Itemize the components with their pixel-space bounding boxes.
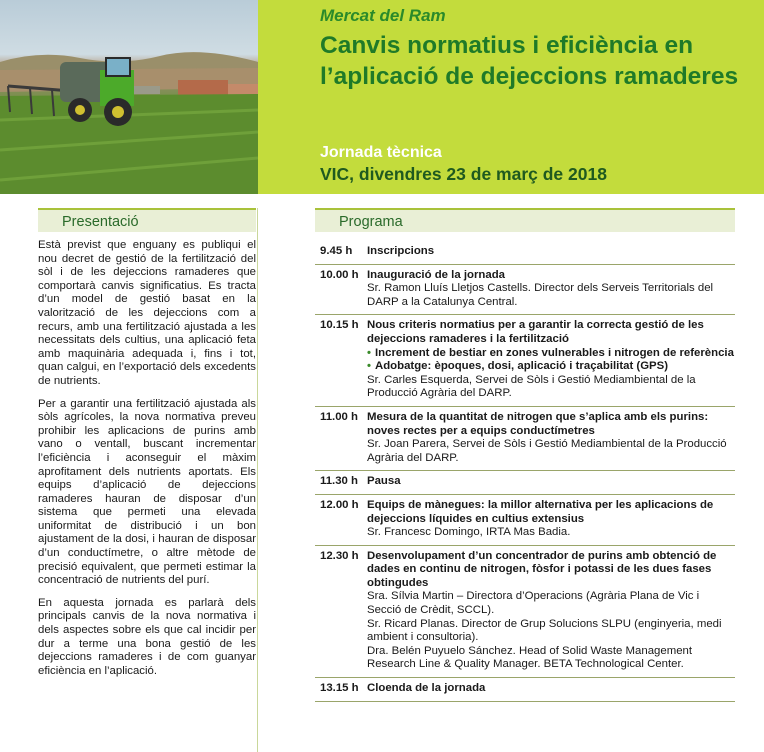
programme-row [315,471,735,495]
tractor-field-photo [0,0,258,194]
programme-speaker: Dra. Belén Puyuelo Sánchez. Head of Solid Waste Management Research Line & Quality Manager. BETA Technological Center. [367,644,693,671]
programme-time: 9.45 h [320,245,353,257]
programme-title: Desenvolupament d’un concentrador de purins amb obtenció de dades en continu de nitrogen, fòsfor i potassi de les dues fases obtingudes [367,549,717,589]
presentation-text [38,239,256,678]
programme-section [315,208,735,702]
programme-row [315,315,735,407]
programme-time: 12.00 h [320,498,359,511]
programme-title: Mesura de la quantitat de nitrogen que s’aplica amb els purins: noves rectes per a equips conductímetres [367,410,709,437]
document-title: Canvis normatius i eficiència en l’aplicació de dejeccions ramaderes [320,32,739,90]
programme-speaker: Sra. Sílvia Martin – Directora d’Operacions (Agrària Plana de Vic i Secció de Crèdit, SCCL). [367,590,700,617]
programme-title: Nous criteris normatius per a garantir la correcta gestió de les dejeccions ramaderes i la fertilització [367,319,704,345]
programme-time: 13.15 h [320,682,359,695]
programme-time: 11.30 h [320,475,358,488]
programme-speaker: Sr. Joan Parera, Servei de Sòls i Gestió Mediambiental de la Producció Agrària del DARP. [367,438,727,464]
programme-row [315,495,735,546]
programme-row [315,265,735,316]
column-divider [257,208,258,752]
programme-title: Inscripcions [367,245,435,257]
programme-title: Pausa [367,475,401,488]
programme-row [315,407,735,471]
programme-title: Cloenda de la jornada [367,682,486,695]
event-date-location: VIC, divendres 23 de març de 2018 [320,164,607,184]
presentation-paragraph: En aquesta jornada es parlarà dels principals canvis de la nova normativa i dels aspectes sobre els que cal incidir per dur a terme una bona gestió de les dejeccions ramaderes i de com guanyar eficiència en l’aplicació. [38,596,256,677]
programme-time: 12.30 h [320,549,359,562]
programme-list [315,241,735,702]
programme-row [315,678,735,702]
event-series: Mercat del Ram [320,6,446,25]
programme-bullet: • Increment de bestiar en zones vulnerables i nitrogen de referència [367,346,734,359]
programme-time: 10.00 h [320,268,359,281]
programme-time: 11.00 h [320,410,358,423]
presentation-heading: Presentació [38,208,256,232]
programme-title: Equips de mànegues: la millor alternativa per les aplicacions de dejeccions líquides en cultius extensius [367,498,714,525]
programme-speaker: Sr. Ricard Planas. Director de Grup Solucions SLPU (enginyeria, medi ambient i consultoria). [367,617,722,644]
programme-row [315,546,735,678]
bullet-icon: • [367,346,371,359]
presentation-paragraph: Està previst que enguany es publiqui el nou decret de gestió de la fertilització del sòl i de les dejeccions ramaderes que comportarà canvis significatius. Es tracta d’un model de gestió basat en la valorització de les dejeccions com a recurs, amb una fertilització ajustada a les necessitats dels cultius, una aplicació feta amb maquinària adequada i, fins i tot, quan calgui, en l’exportació dels excedents de nutrients. [38,239,256,387]
presentation-section [38,208,256,687]
programme-time: 10.15 h [320,319,359,332]
programme-speaker: Sr. Carles Esquerda, Servei de Sòls i Gestió Mediambiental de la Producció Agrària del DARP. [367,373,696,400]
bullet-icon: • [367,360,371,373]
presentation-paragraph: Per a garantir una fertilització ajustada als sòls agrícoles, la nova normativa preveu prohibir les aplicacions de purins amb vano o ventall, buscant incrementar l’eficiència i aconseguir el màxim aprofitament dels nutrients aportats. Els equips d’aplicació de dejeccions ramaderes hauran de disposar d’un sistema que permeti una elevada uniformitat de distribució i un bon ajustament de la dosi, i hauran de disposar d’un conductímetre, o altre mètode de precisió equivalent, que permeti estimar la concentració de nutrients del purí. [38,397,256,587]
header-banner [258,0,764,194]
tractor-scene-illustration [0,0,258,194]
event-type: Jornada tècnica [320,144,442,161]
programme-row [315,241,735,265]
programme-bullet: • Adobatge: èpoques, dosi, aplicació i traçabilitat (GPS) [367,360,669,373]
programme-speaker: Sr. Ramon Lluís Lletjos Castells. Director dels Serveis Territorials del DARP a la Catalunya Central. [367,282,714,308]
programme-speaker: Sr. Francesc Domingo, IRTA Mas Badia. [367,526,571,539]
programme-title: Inauguració de la jornada [367,268,505,281]
programme-heading: Programa [315,208,735,232]
